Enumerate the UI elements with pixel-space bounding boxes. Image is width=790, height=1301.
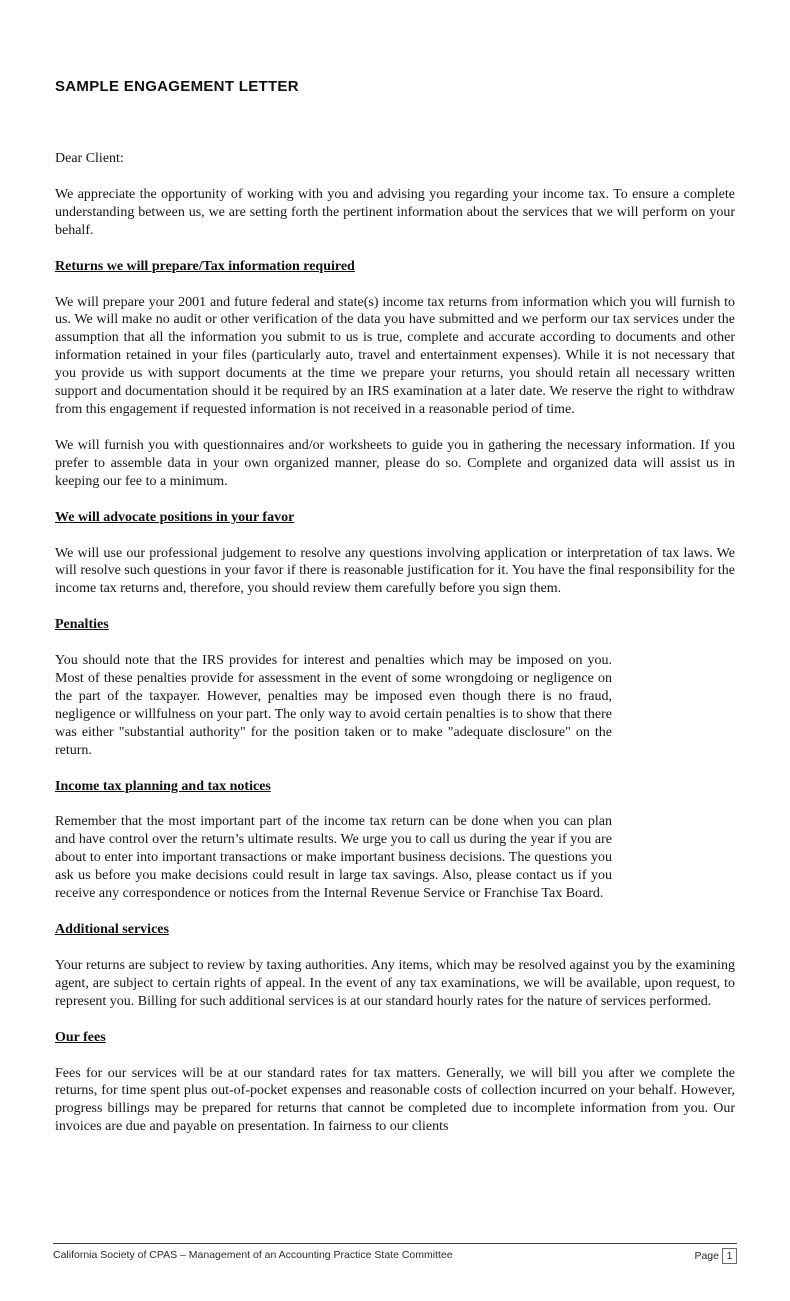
intro-paragraph: We appreciate the opportunity of working with you and advising you regarding your income tax. To ensure a complete understanding between us, we are setting forth the pertinent information about the services that we will perform on your behalf. xyxy=(55,186,735,238)
section-penalties xyxy=(55,616,735,759)
section-income-tax-planning xyxy=(55,778,735,903)
paragraph: Fees for our services will be at our standard rates for tax matters. Generally, we will bill you after we complete the returns, for time spent plus out-of-pocket expenses and reasonable costs of collection incurred on your behalf. However, progress billings may be prepared for returns that cannot be completed due to incomplete information from you. Our invoices are due and payable on presentation. In fairness to our clients xyxy=(55,1065,735,1135)
page-number xyxy=(694,1248,737,1264)
section-heading-penalties: Penalties xyxy=(55,617,109,633)
section-heading-additional-services: Additional services xyxy=(55,922,169,937)
section-heading-advocate-positions: We will advocate positions in your favor xyxy=(55,509,295,525)
section-our-fees xyxy=(55,1029,735,1137)
section-advocate-positions xyxy=(55,509,735,599)
greeting: Dear Client: xyxy=(55,151,124,166)
paragraph: Your returns are subject to review by taxing authorities. Any items, which may be resolved against you by the examining agent, are subject to certain rights of appeal. In the event of any tax examinations, we will be available, upon request, to represent you. Billing for such additional services is at our standard hourly rates for the nature of services performed. xyxy=(55,957,735,1009)
paragraph: We will use our professional judgement to resolve any questions involving application or interpretation of tax laws. We will resolve such questions in your favor if there is reasonable justification for it. You have the final responsibility for the income tax returns and, therefore, you should review them carefully before you sign them. xyxy=(55,545,735,597)
document-title: SAMPLE ENGAGEMENT LETTER xyxy=(55,78,299,95)
section-heading-our-fees: Our fees xyxy=(55,1029,106,1045)
letter-body xyxy=(55,150,735,1136)
section-heading-returns: Returns we will prepare/Tax information required xyxy=(55,258,355,274)
page-number-field: 1 xyxy=(722,1248,737,1264)
section-returns xyxy=(55,258,735,491)
paragraph: We will furnish you with questionnaires and/or worksheets to guide you in gathering the necessary information. If you prefer to assemble data in your own organized manner, please do so. Complete and organized data will assist us in keeping our fee to a minimum. xyxy=(55,437,735,489)
paragraph: We will prepare your 2001 and future federal and state(s) income tax returns from information which you will furnish to us. We will make no audit or other verification of the data you have submitted and we perform our tax services under the assumption that all the information you submit to us is true, complete and accurate according to documents and other information retained in your files (particularly auto, travel and entertainment expenses). While it is not necessary that you provide us with support documents at the time we prepare your returns, you should retain all necessary written support and documentation should it be required by an IRS examination at a later date. We reserve the right to withdraw from this engagement if requested information is not received in a reasonable period of time. xyxy=(55,294,735,417)
paragraph: Remember that the most important part of the income tax return can be done when you can plan and have control over the return’s ultimate results. We urge you to call us during the year if you are about to enter into important transactions or make important business decisions. The questions you ask us before you make decisions could result in large tax savings. Also, please contact us if you receive any correspondence or notices from the Internal Revenue Service or Franchise Tax Board. xyxy=(55,814,612,902)
paragraph: You should note that the IRS provides for interest and penalties which may be imposed on you. Most of these penalties provide for assessment in the event of some wrongdoing or negligence on the part of the taxpayer. However, penalties may be imposed even though there is no fraud, negligence or willfulness on your part. The only way to avoid certain penalties is to show that there was either "substantial authority" for the position taken or to make "adequate disclosure" on the return. xyxy=(55,653,612,758)
page-footer xyxy=(53,1243,737,1264)
section-additional-services xyxy=(55,921,735,1011)
footer-text: California Society of CPAS – Management of an Accounting Practice State Committee xyxy=(53,1249,453,1261)
page-number-label: Page xyxy=(694,1250,719,1262)
section-heading-income-tax-planning: Income tax planning and tax notices xyxy=(55,778,271,794)
